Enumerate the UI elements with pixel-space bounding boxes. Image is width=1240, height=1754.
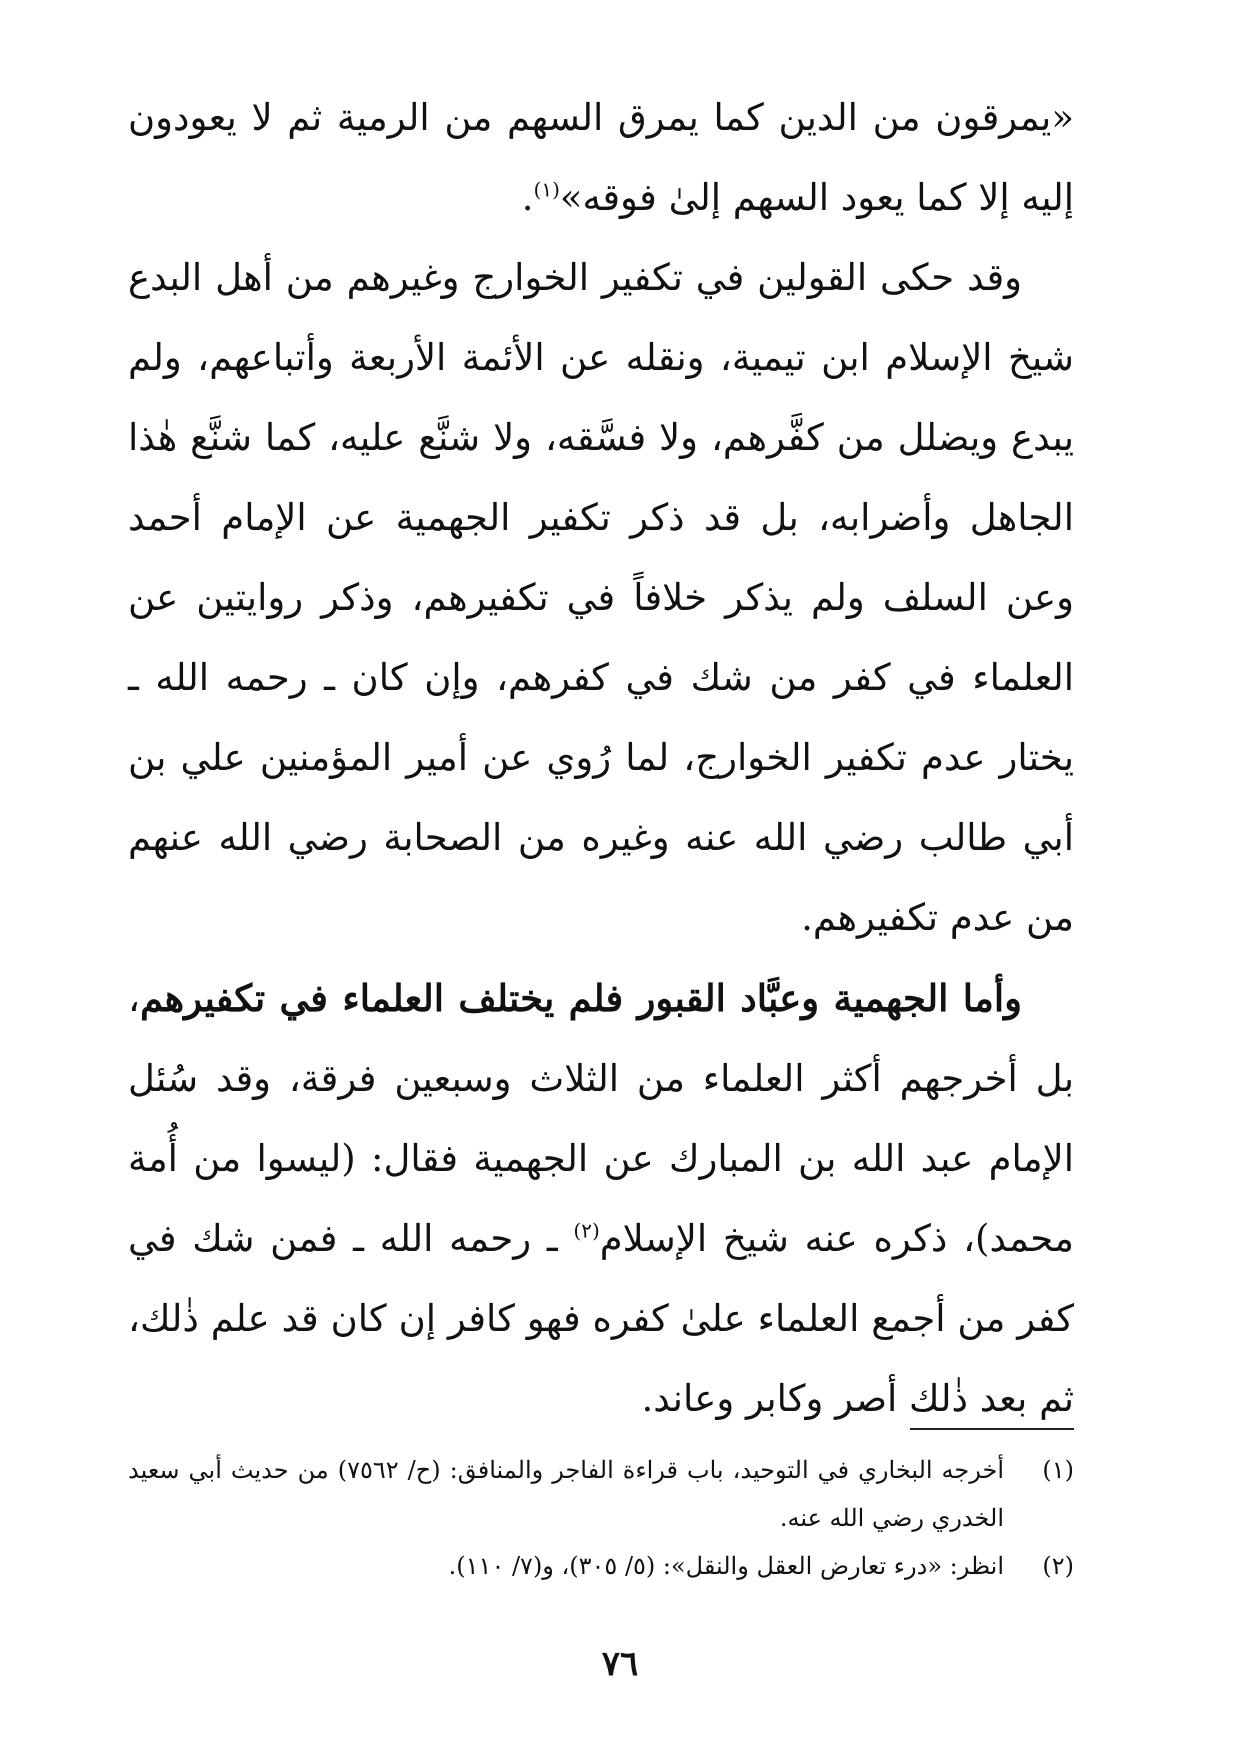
main-text	[128, 78, 1074, 1439]
paragraph-2: وقد حكى القولين في تكفير الخوارج وغيرهم من أهل البدع شيخ الإسلام ابن تيمية، ونقله عن الأئمة الأربعة وأتباعهم، ولم يبدع ويضلل من كفَّرهم، ولا فسَّقه، ولا شنَّع عليه، كما شنَّع هٰذا الجاهل وأضرابه، بل قد ذكر تكفير الجهمية عن الإمام أحمد وعن السلف ولم يذكر خلافاً في تكفيرهم، وذكر روايتين عن العلماء في كفر من شك في كفرهم، وإن كان ـ رحمه الله ـ يختار عدم تكفير الخوارج، لما رُوي عن أمير المؤمنين علي بن أبي طالب رضي الله عنه وغيره من الصحابة رضي الله عنهم من عدم تكفيرهم.	[128, 256, 1074, 939]
paragraph-3-text-b: ـ رحمه الله ـ فمن شك في كفر من أجمع العلماء علىٰ كفره فهو كافر إن كان قد علم ذٰلك، ثم بعد ذٰلك أصر وكابر وعاند.	[128, 1217, 1074, 1420]
footnote-number: (٢)	[1042, 1552, 1074, 1580]
footnote-ref-1: (١)	[533, 177, 560, 202]
footnote-ref-2: (٢)	[573, 1218, 600, 1243]
footnote-2	[128, 1542, 1074, 1590]
footnote-text: انظر: «درء تعارض العقل والنقل»: (٥/ ٣٠٥)، و(٧/ ١١٠).	[448, 1552, 1004, 1580]
paragraph-1	[128, 78, 1074, 238]
footnotes	[128, 1446, 1074, 1590]
footnote-text: أخرجه البخاري في التوحيد، باب قراءة الفاجر والمنافق: (ح/ ٧٥٦٢) من حديث أبي سعيد الخدري رضي الله عنه.	[128, 1456, 1005, 1532]
paragraph-1-end: .	[521, 176, 534, 219]
footnote-1	[128, 1446, 1074, 1542]
footnote-number: (١)	[1042, 1456, 1074, 1484]
hadith-quote: «يمرقون من الدين كما يمرق السهم من الرمية ثم لا يعودون إليه إلا كما يعود السهم إلىٰ فوقه»	[128, 96, 1074, 219]
paragraph-3-text-a: ، بل أخرجهم أكثر العلماء من الثلاث وسبعين فرقة، وقد سُئل الإمام عبد الله بن المبارك عن الجهمية فقال: (ليسوا من أُمة محمد)، ذكره عنه شيخ الإسلام	[128, 977, 1074, 1260]
paragraph-3	[128, 958, 1074, 1439]
paragraph-3-lead: وأما الجهمية وعبَّاد القبور فلم يختلف العلماء في تكفيرهم	[139, 976, 1022, 1020]
page-number: ٧٦	[601, 1644, 639, 1684]
footnote-divider	[910, 1428, 1074, 1430]
